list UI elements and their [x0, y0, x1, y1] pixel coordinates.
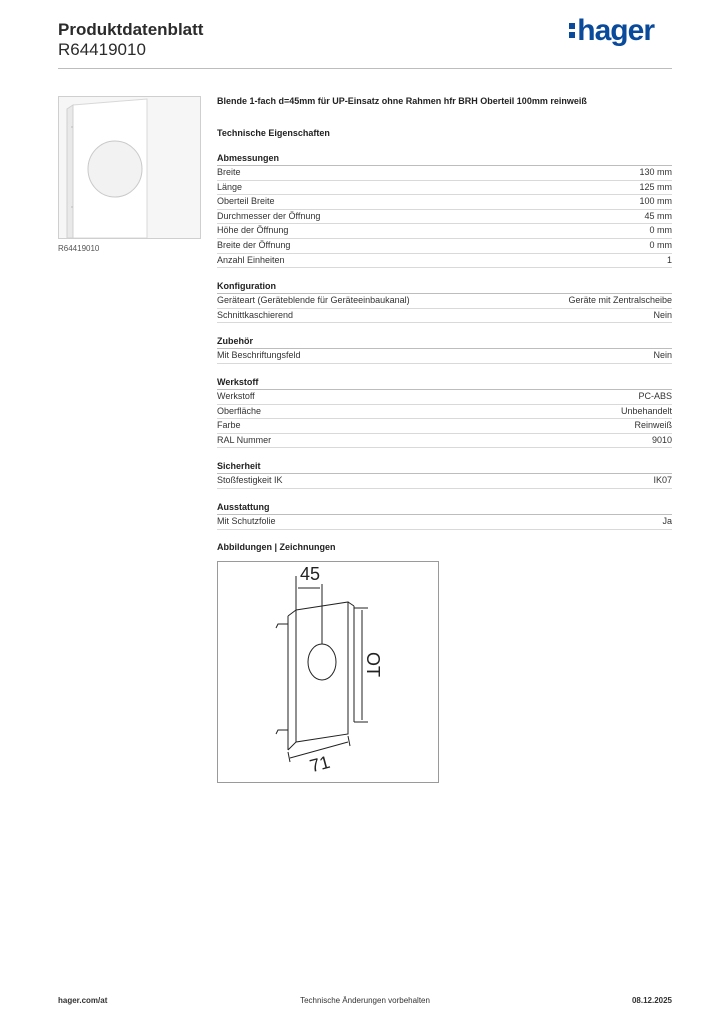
property-label: Oberfläche — [217, 405, 262, 416]
property-group — [217, 335, 672, 364]
property-group — [217, 501, 672, 530]
product-image-icon — [59, 97, 200, 238]
property-label: Geräteart (Geräteblende für Geräteeinbaukanal) — [217, 295, 410, 306]
property-row — [217, 474, 672, 489]
product-title: Blende 1-fach d=45mm für UP-Einsatz ohne Rahmen hfr BRH Oberteil 100mm reinweiß — [217, 96, 587, 106]
property-value: 0 mm — [649, 239, 672, 250]
property-label: Farbe — [217, 420, 241, 431]
logo-dots-icon — [569, 20, 575, 41]
technical-drawing — [217, 561, 439, 783]
property-value: 9010 — [651, 434, 672, 445]
group-title: Sicherheit — [217, 460, 672, 474]
group-title: Ausstattung — [217, 501, 672, 515]
property-label: Schnittkaschierend — [217, 309, 294, 320]
property-value: 0 mm — [649, 225, 672, 236]
group-title: Konfiguration — [217, 280, 672, 294]
header — [58, 20, 203, 60]
property-row — [217, 166, 672, 181]
property-label: Anzahl Einheiten — [217, 254, 285, 265]
dimension-bottom: 71 — [307, 751, 333, 777]
group-title: Abmessungen — [217, 152, 672, 166]
property-value: 130 mm — [639, 167, 672, 177]
thumbnail-caption: R64419010 — [58, 244, 100, 253]
property-row — [217, 405, 672, 420]
property-label: Mit Schutzfolie — [217, 515, 276, 526]
property-value: PC-ABS — [638, 390, 672, 401]
property-label: Höhe der Öffnung — [217, 225, 289, 236]
property-group — [217, 280, 672, 323]
property-value: Ja — [662, 515, 672, 526]
hager-logo — [569, 14, 654, 48]
property-label: Breite der Öffnung — [217, 239, 291, 250]
property-value: Nein — [653, 350, 672, 361]
property-row — [217, 224, 672, 239]
property-row — [217, 181, 672, 196]
main-content — [217, 96, 672, 560]
group-title: Werkstoff — [217, 376, 672, 390]
property-value: Nein — [653, 309, 672, 320]
property-label: Breite — [217, 167, 241, 177]
property-value: Unbehandelt — [620, 405, 672, 416]
property-row — [217, 195, 672, 210]
property-row — [217, 515, 672, 530]
property-row — [217, 239, 672, 254]
property-row — [217, 434, 672, 449]
property-value: 45 mm — [644, 210, 672, 221]
property-label: Mit Beschriftungsfeld — [217, 350, 301, 361]
property-row — [217, 419, 672, 434]
property-row — [217, 390, 672, 405]
footer-note: Technische Änderungen vorbehalten — [300, 996, 430, 1005]
property-value: IK07 — [653, 475, 672, 486]
dimension-top: 45 — [300, 564, 321, 584]
footer-website-link[interactable]: hager.com/at — [58, 996, 108, 1005]
property-row — [217, 349, 672, 364]
property-label: RAL Nummer — [217, 434, 272, 445]
property-group — [217, 460, 672, 489]
property-label: Länge — [217, 181, 243, 192]
property-value: Geräte mit Zentralscheibe — [568, 295, 672, 306]
group-title: Zubehör — [217, 335, 672, 349]
property-value: 100 mm — [639, 196, 672, 207]
footer-date: 08.12.2025 — [631, 996, 672, 1005]
section-title: Technische Eigenschaften — [217, 128, 330, 138]
property-groups — [217, 152, 672, 530]
property-label: Stoßfestigkeit IK — [217, 475, 283, 486]
article-number: R64419010 — [58, 40, 146, 59]
property-row — [217, 309, 672, 324]
property-row — [217, 254, 672, 269]
page-title: Produktdatenblatt — [58, 20, 204, 39]
header-divider — [58, 68, 672, 69]
property-label: Werkstoff — [217, 390, 255, 401]
figures-title: Abbildungen | Zeichnungen — [217, 541, 336, 552]
property-label: Durchmesser der Öffnung — [217, 210, 321, 221]
property-row — [217, 210, 672, 225]
property-group — [217, 376, 672, 448]
property-group — [217, 152, 672, 268]
property-value: 1 — [666, 254, 672, 265]
property-value: 125 mm — [639, 181, 672, 192]
property-row — [217, 294, 672, 309]
dimension-side: OT — [363, 652, 383, 677]
product-thumbnail — [58, 96, 201, 239]
property-value: Reinweiß — [634, 420, 672, 431]
property-label: Oberteil Breite — [217, 196, 275, 207]
dimension-drawing-icon — [218, 562, 438, 782]
logo-text: hager — [577, 14, 654, 47]
